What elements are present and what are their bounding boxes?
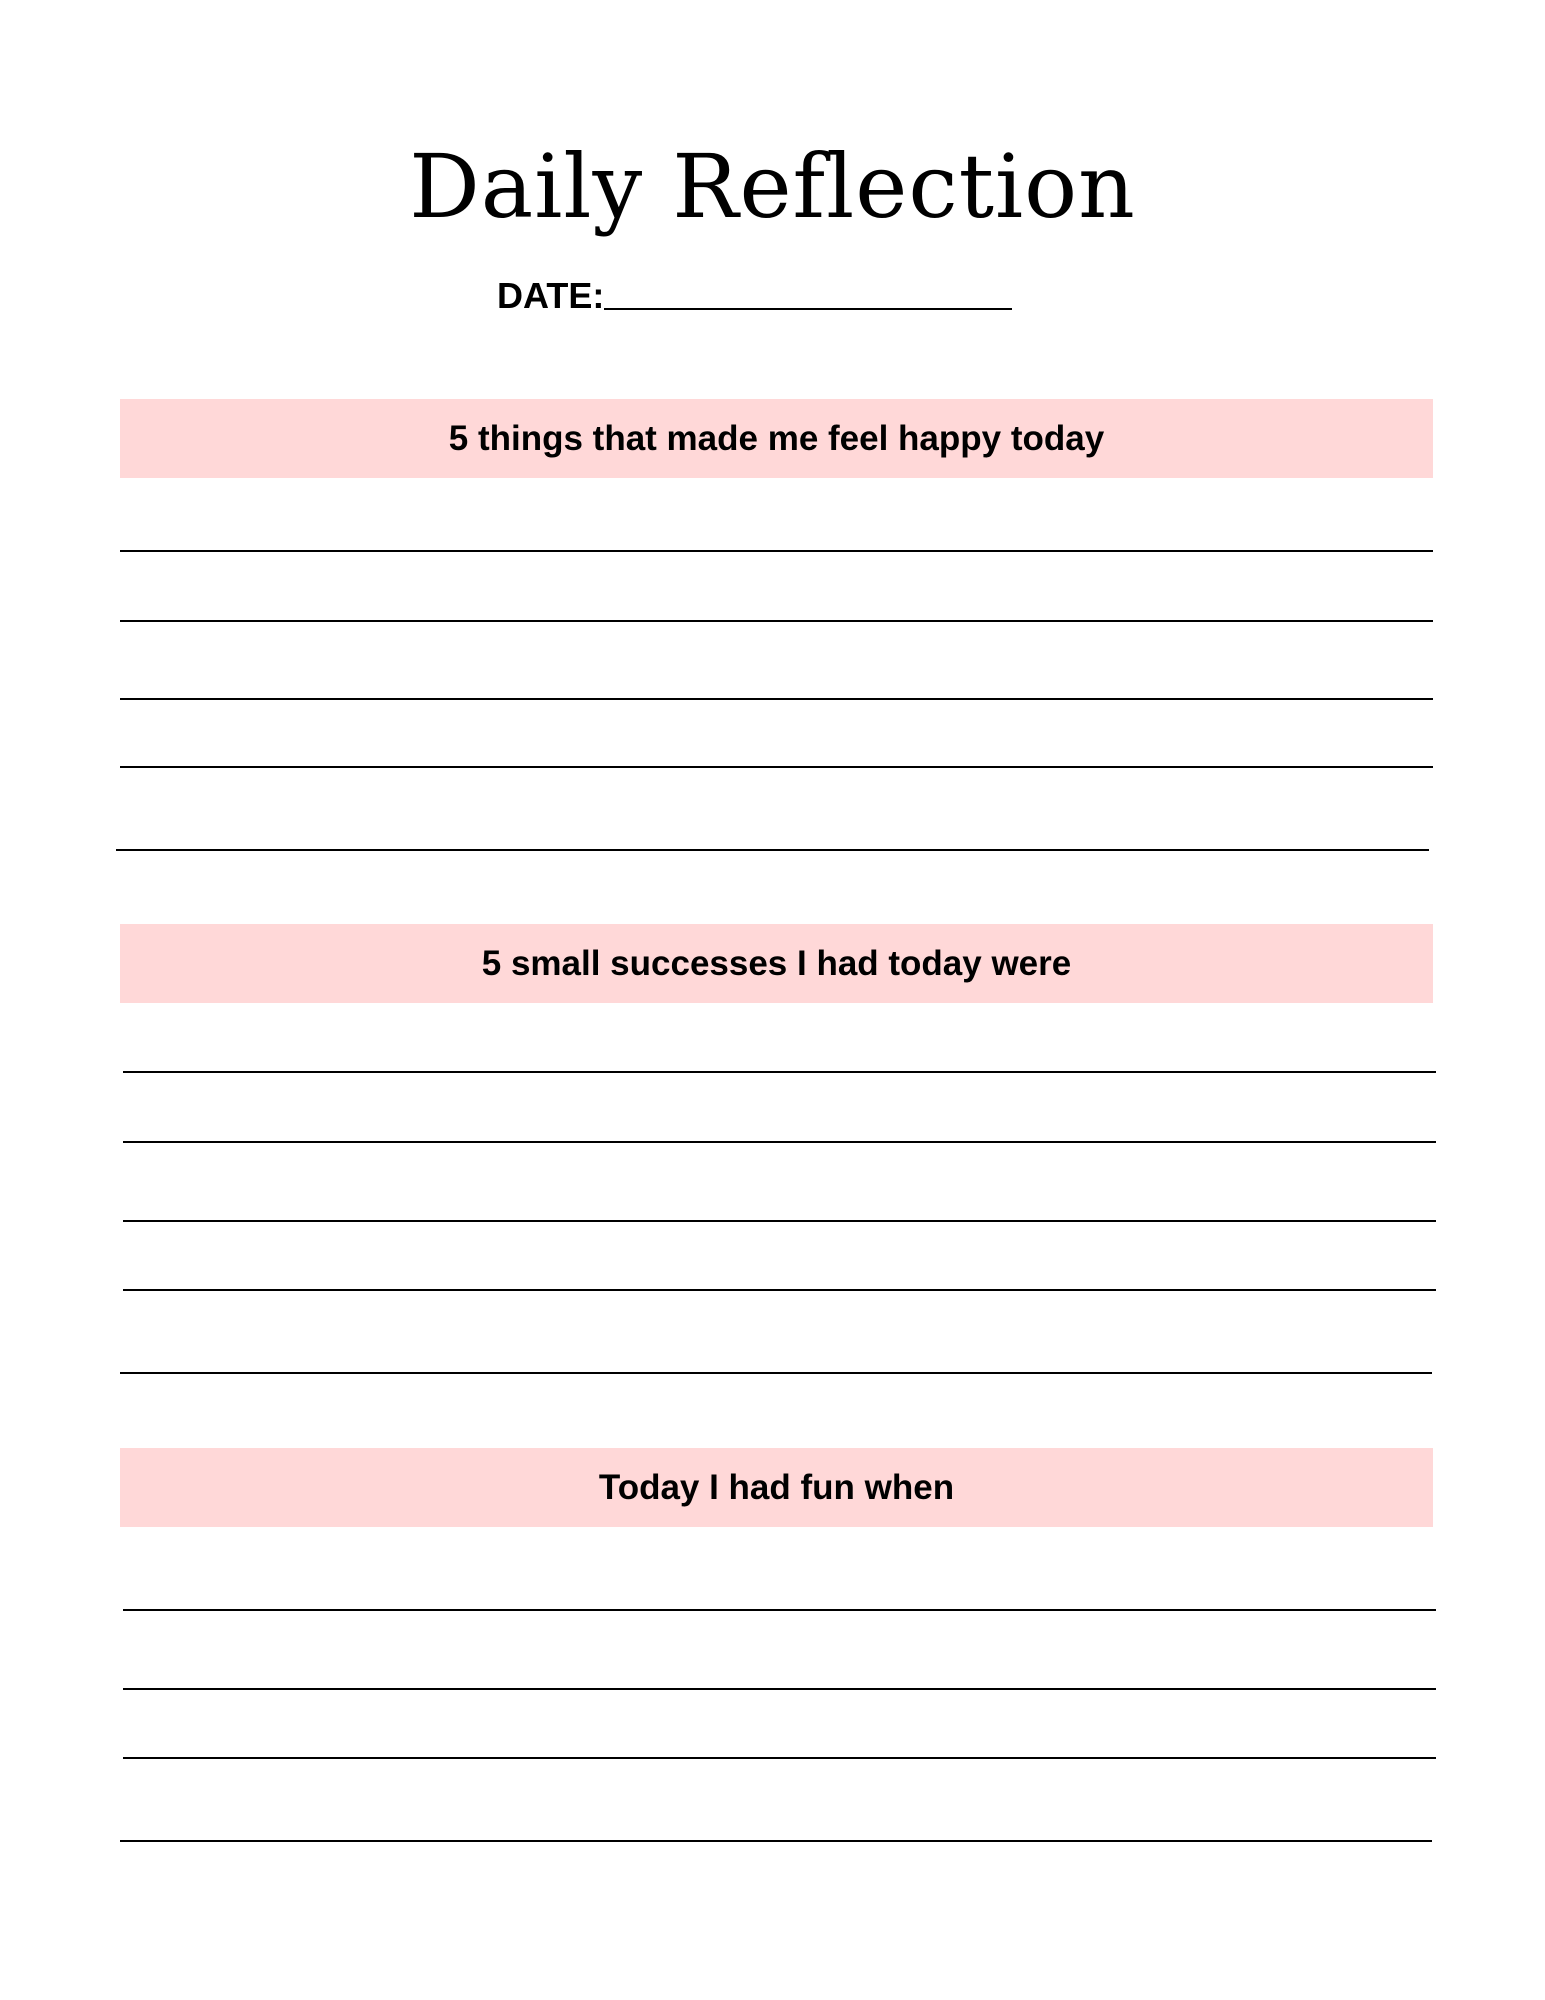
writing-line[interactable] bbox=[123, 1141, 1436, 1143]
section-header-fun bbox=[120, 1448, 1433, 1527]
writing-line[interactable] bbox=[120, 698, 1433, 700]
section-heading: 5 small successes I had today were bbox=[481, 943, 1072, 983]
writing-line[interactable] bbox=[123, 1688, 1436, 1690]
section-header-successes bbox=[120, 924, 1433, 1003]
section-heading: 5 things that made me feel happy today bbox=[448, 418, 1105, 458]
page-title: Daily Reflection bbox=[409, 135, 1136, 238]
section-heading: Today I had fun when bbox=[598, 1467, 955, 1507]
writing-line[interactable] bbox=[120, 1372, 1432, 1374]
date-input-line[interactable] bbox=[604, 308, 1012, 310]
writing-line[interactable] bbox=[120, 550, 1433, 552]
writing-line[interactable] bbox=[120, 620, 1433, 622]
writing-line[interactable] bbox=[123, 1609, 1436, 1611]
writing-line[interactable] bbox=[120, 766, 1433, 768]
writing-line[interactable] bbox=[123, 1757, 1436, 1759]
writing-line[interactable] bbox=[123, 1289, 1436, 1291]
date-field-row bbox=[497, 276, 1012, 316]
writing-line[interactable] bbox=[123, 1071, 1436, 1073]
writing-line[interactable] bbox=[120, 1840, 1432, 1842]
writing-line[interactable] bbox=[116, 849, 1429, 851]
section-header-happy bbox=[120, 399, 1433, 478]
date-label: DATE: bbox=[497, 275, 605, 316]
writing-line[interactable] bbox=[123, 1220, 1436, 1222]
